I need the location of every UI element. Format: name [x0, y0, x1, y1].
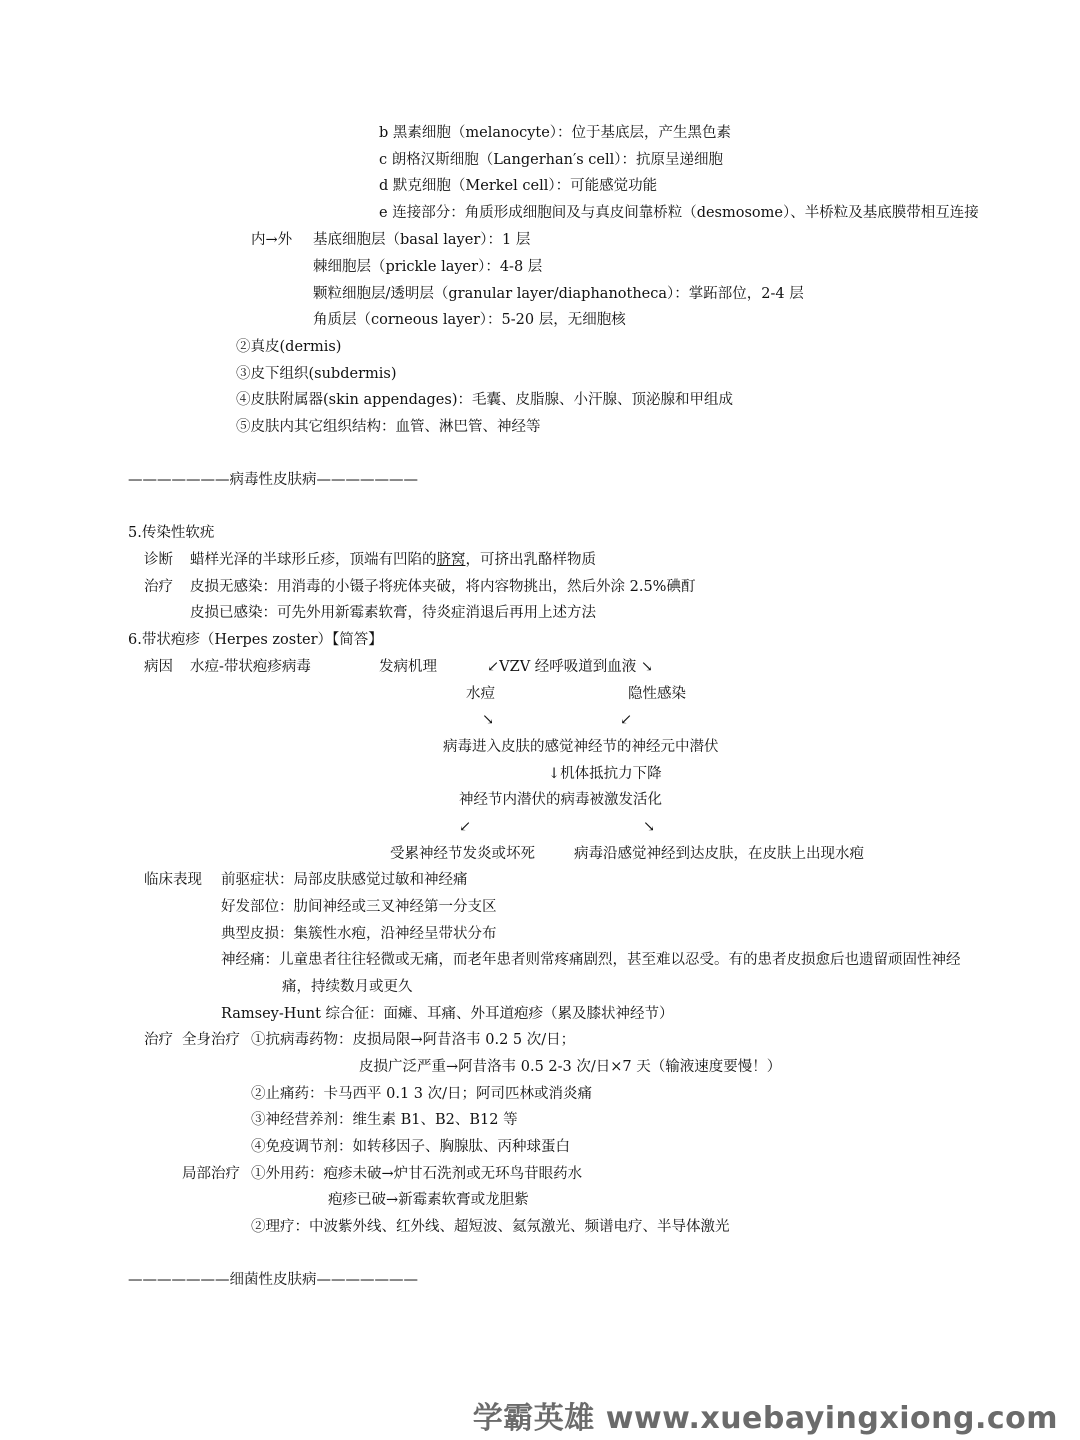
flow-latent: 病毒进入皮肤的感觉神经节的神经元中潜伏 [443, 739, 719, 755]
part-other: ⑤皮肤内其它组织结构：血管、淋巴管、神经等 [236, 419, 541, 435]
part-subdermis: ③皮下组织(subdermis) [236, 366, 397, 382]
flow-outcome-right: 病毒沿感觉神经到达皮肤，在皮肤上出现水疱 [574, 846, 864, 862]
molluscum-diagnosis-label: 诊断 [144, 552, 173, 568]
watermark-footer: 学霸英雄 www.xuebayingxiong.com [472, 1401, 1058, 1436]
viral-section-heading: ———————病毒性皮肤病——————— [128, 472, 418, 488]
diagnosis-underlined: 脐窝 [436, 552, 466, 568]
herpes-cause-label: 病因 [144, 659, 173, 675]
systemic-antiviral-severe: 皮损广泛严重→阿昔洛韦 0.5 2-3 次/日×7 天（输液速度要慢！） [359, 1059, 782, 1075]
layer-corneous: 角质层（corneous layer）：5-20 层，无细胞核 [313, 312, 626, 328]
herpes-cause: 水痘-带状疱疹病毒 [190, 659, 311, 675]
treatment-label: 治疗 [144, 1032, 173, 1048]
cell-junction: e 连接部分：角质形成细胞间及与真皮间靠桥粒（desmosome）、半桥粒及基底膜带相互连接 [379, 205, 979, 221]
molluscum-treatment-label: 治疗 [144, 579, 173, 595]
layer-granular: 颗粒细胞层/透明层（granular layer/diaphanotheca）：掌跖部位，2-4 层 [313, 286, 804, 302]
flow-outcome-left: 受累神经节发炎或坏死 [390, 846, 535, 862]
systemic-analgesic: ②止痛药：卡马西平 0.1 3 次/日；阿司匹林或消炎痛 [251, 1086, 592, 1102]
flow-start: ↙VZV 经呼吸道到血液 ↘ [487, 659, 654, 675]
clinical-neuralgia: 神经痛：儿童患者往往轻微或无痛，而老年患者则常疼痛剧烈，甚至难以忍受。有的患者皮损愈后也遗留顽固性神经 [221, 952, 961, 968]
herpes-mechanism-label: 发病机理 [379, 659, 437, 675]
systemic-neurotrophic: ③神经营养剂：维生素 B1、B2、B12 等 [251, 1112, 518, 1128]
flow-trigger: ↓机体抵抗力下降 [548, 766, 662, 782]
flow-activate: 神经节内潜伏的病毒被激发活化 [459, 792, 662, 808]
flow-branch-left: 水痘 [466, 686, 495, 702]
diagnosis-text-2: ，可挤出乳酪样物质 [465, 552, 596, 568]
herpes-title: 6.带状疱疹（Herpes zoster）【简答】 [128, 632, 383, 648]
cell-merkel: d 默克细胞（Merkel cell）：可能感觉功能 [379, 178, 658, 194]
molluscum-title: 5.传染性软疣 [128, 525, 215, 541]
molluscum-treatment-2: 皮损已感染：可先外用新霉素软膏，待炎症消退后再用上述方法 [190, 605, 596, 621]
molluscum-treatment-1: 皮损无感染：用消毒的小镊子将疣体夹破，将内容物挑出，然后外涂 2.5%碘酊 [190, 579, 696, 595]
clinical-lesion: 典型皮损：集簇性水疱，沿神经呈带状分布 [221, 926, 497, 942]
local-topical: ①外用药：疱疹未破→炉甘石洗剂或无环鸟苷眼药水 [251, 1166, 583, 1182]
layer-basal: 基底细胞层（basal layer）：1 层 [313, 232, 531, 248]
systemic-antiviral: ①抗病毒药物：皮损局限→阿昔洛韦 0.2 5 次/日； [251, 1032, 576, 1048]
flow-arrow-se-2: ↘ [643, 819, 656, 835]
cell-langerhans: c 朗格汉斯细胞（Langerhan′s cell）：抗原呈递细胞 [379, 152, 724, 168]
flow-arrow-se: ↘ [482, 712, 495, 728]
clinical-ramsey-hunt: Ramsey-Hunt 综合征：面瘫、耳痛、外耳道疱疹（累及膝状神经节） [221, 1006, 674, 1022]
bacterial-section-heading: ———————细菌性皮肤病——————— [128, 1272, 418, 1288]
layer-direction: 内→外 [251, 232, 293, 248]
diagnosis-text-1: 蜡样光泽的半球形丘疹，顶端有凹陷的 [190, 552, 437, 568]
local-topical-broken: 疱疹已破→新霉素软膏或龙胆紫 [328, 1192, 529, 1208]
cell-melanocyte: b 黑素细胞（melanocyte）：位于基底层，产生黑色素 [379, 125, 732, 141]
flow-branch-right: 隐性感染 [628, 686, 686, 702]
part-appendages: ④皮肤附属器(skin appendages)：毛囊、皮脂腺、小汗腺、顶泌腺和甲组成 [236, 392, 733, 408]
systemic-label: 全身治疗 [182, 1032, 240, 1048]
local-physio: ②理疗：中波紫外线、红外线、超短波、氦氖激光、频谱电疗、半导体激光 [251, 1219, 730, 1235]
layer-prickle: 棘细胞层（prickle layer）：4-8 层 [313, 259, 543, 275]
clinical-neuralgia-cont: 痛，持续数月或更久 [282, 979, 413, 995]
flow-arrow-sw-2: ↙ [459, 819, 472, 835]
flow-arrow-sw: ↙ [620, 712, 633, 728]
systemic-immune: ④免疫调节剂：如转移因子、胸腺肽、丙种球蛋白 [251, 1139, 570, 1155]
clinical-site: 好发部位：肋间神经或三叉神经第一分支区 [221, 899, 497, 915]
part-dermis: ②真皮(dermis) [236, 339, 342, 355]
clinical-prodrome: 前驱症状：局部皮肤感觉过敏和神经痛 [221, 872, 468, 888]
clinical-label: 临床表现 [144, 872, 202, 888]
local-label: 局部治疗 [182, 1166, 240, 1182]
molluscum-diagnosis [190, 551, 596, 569]
